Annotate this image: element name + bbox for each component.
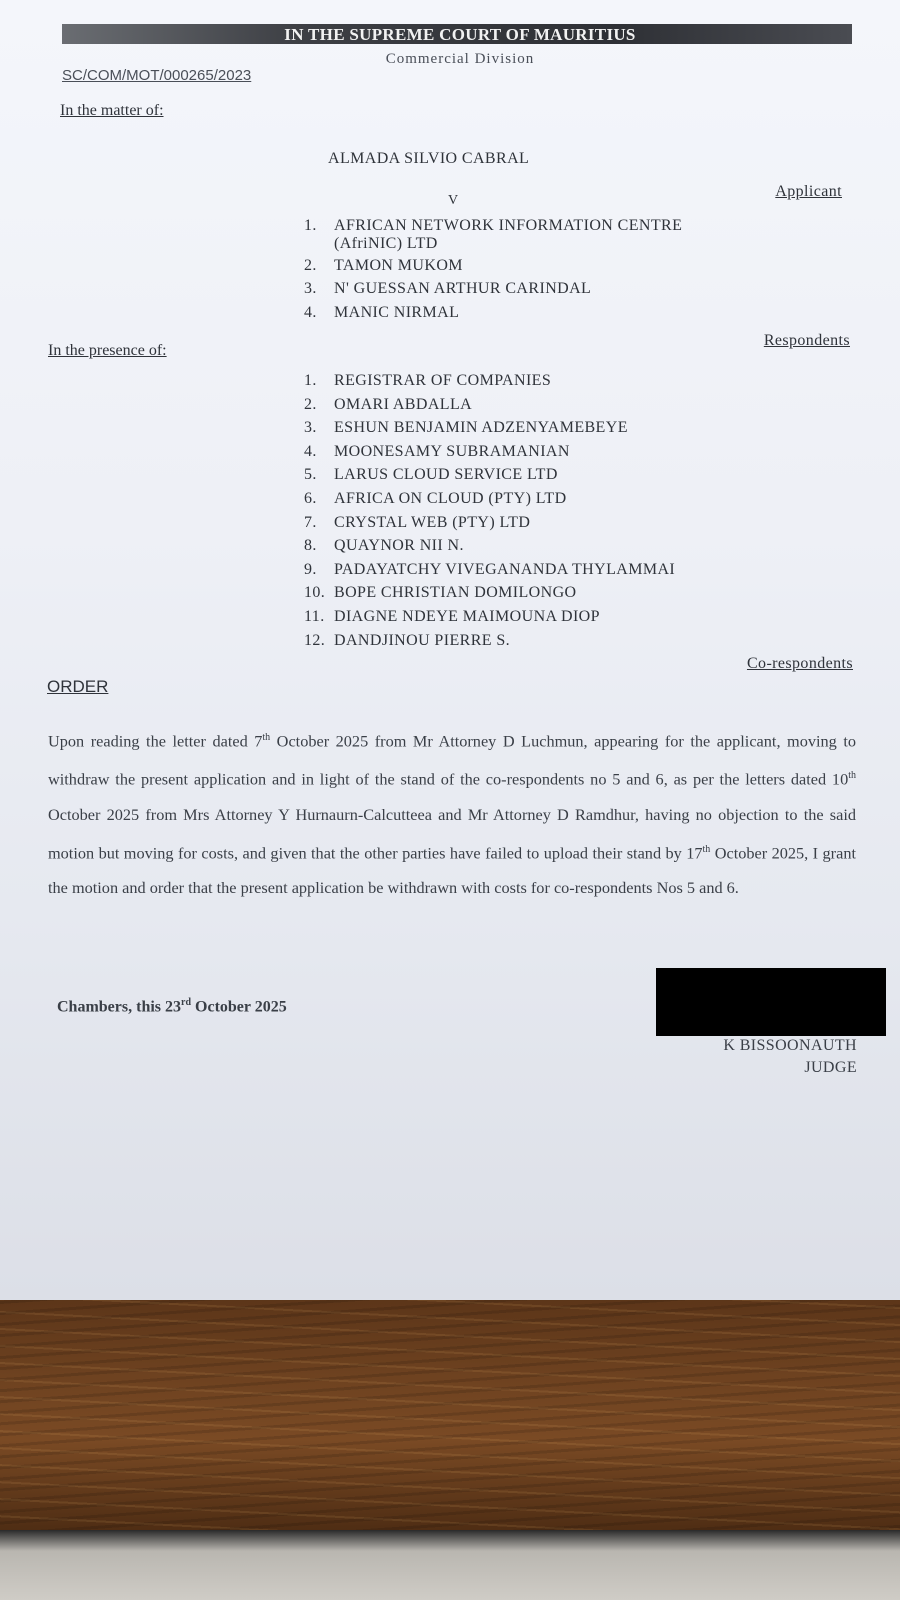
division-label: Commercial Division [385, 51, 535, 67]
order-text-part: Upon reading the letter dated 7 [48, 731, 263, 751]
list-item: 2. OMARI ABDALLA [304, 395, 473, 413]
list-item: 1. AFRICAN NETWORK INFORMATION CENTRE [304, 217, 683, 234]
ordinal-suffix: th [262, 732, 271, 743]
judge-name: K BISSOONAUTH [723, 1037, 857, 1054]
list-item: 12. DANDJINOU PIERRE S. [304, 631, 511, 649]
list-item: 1. REGISTRAR OF COMPANIES [304, 372, 552, 389]
list-item: 8. QUAYNOR NII N. [304, 537, 464, 555]
list-item: 3. ESHUN BENJAMIN ADZENYAMEBEYE [304, 419, 628, 437]
list-item: 4. MOONESAMY SUBRAMANIAN [304, 442, 570, 460]
matter-label: In the matter of: [60, 102, 164, 119]
list-item: 6. AFRICA ON CLOUD (PTY) LTD [304, 489, 567, 507]
wooden-table-surface [0, 1290, 900, 1540]
co-respondents-list [304, 369, 675, 652]
chambers-date: Chambers, this 23rd October 2025 [57, 997, 287, 1016]
floor-background [0, 1530, 900, 1600]
list-item: 9. PADAYATCHY VIVEGANANDA THYLAMMAI [304, 560, 676, 578]
respondents-list [304, 214, 682, 324]
list-item: 7. CRYSTAL WEB (PTY) LTD [304, 513, 531, 531]
judge-title: JUDGE [804, 1059, 857, 1076]
order-text-part: October 2025 from Mrs Attorney Y Hurnaurn-Calcutteea and Mr Attorney D Ramdhur, having no objection to the said motion but moving for costs, and given that the other parties have failed to upload their stand by 17 [48, 804, 856, 863]
list-item: 2. TAMON MUKOM [304, 256, 463, 274]
list-item: (AfriNIC) LTD [334, 234, 438, 252]
list-item: 4. MANIC NIRMAL [304, 303, 460, 321]
ordinal-suffix: th [848, 770, 856, 782]
case-number: SC/COM/MOT/000265/2023 [62, 67, 252, 84]
list-item: 11. DIAGNE NDEYE MAIMOUNA DIOP [304, 607, 600, 625]
versus-label: V [448, 193, 459, 208]
co-respondents-role: Co-respondents [746, 655, 853, 672]
applicant-role: Applicant [775, 183, 842, 200]
respondents-role: Respondents [763, 332, 850, 349]
list-item: 3. N' GUESSAN ARTHUR CARINDAL [304, 280, 592, 298]
order-text-part: October 2025, I grant the motion and order that the present application be withdrawn with costs for co-respondents Nos 5 and 6. [48, 843, 856, 898]
presence-label: In the presence of: [48, 342, 167, 359]
court-title: IN THE SUPREME COURT OF MAURITIUS [284, 25, 636, 44]
list-item: 5. LARUS CLOUD SERVICE LTD [304, 466, 558, 484]
order-paragraph [48, 720, 856, 905]
ordinal-suffix: th [702, 843, 711, 855]
order-text-part: October 2025 from Mr Attorney D Luchmun, appearing for the applicant, moving to withdraw the present application and in light of the stand of the co-respondents no 5 and 6, as per the letters dated 10 [48, 731, 856, 789]
applicant-name: ALMADA SILVIO CABRAL [328, 150, 530, 167]
list-item: 10. BOPE CHRISTIAN DOMILONGO [304, 584, 577, 602]
redacted-signature [656, 968, 886, 1036]
order-heading: ORDER [47, 677, 109, 696]
